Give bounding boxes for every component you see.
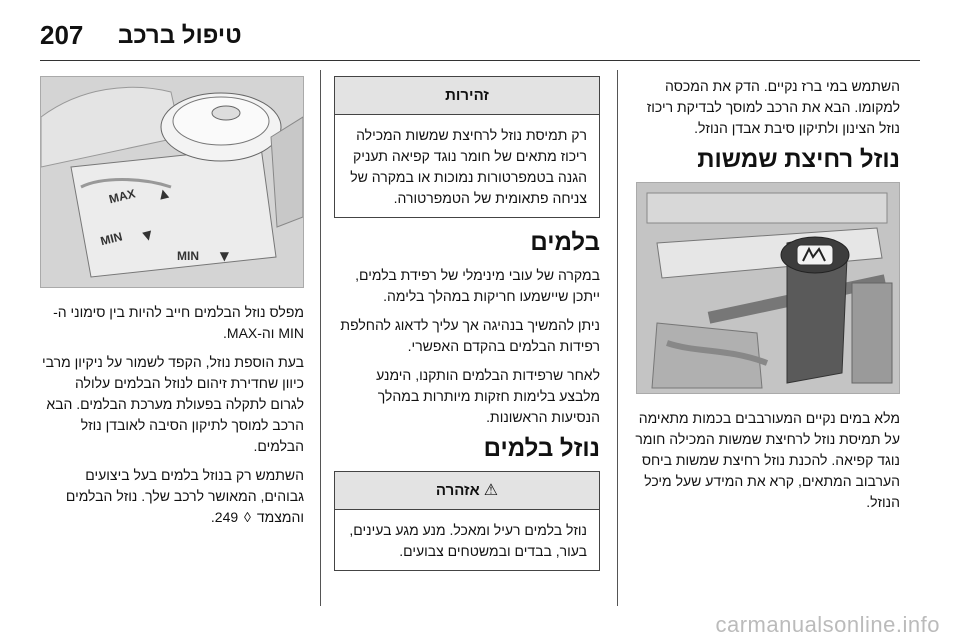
caution-box <box>334 471 600 571</box>
warning-title: זהירות <box>335 77 599 115</box>
caution-title: אזהרה <box>435 482 480 499</box>
page-header <box>40 10 920 58</box>
brake-fluid-spec-text <box>40 465 304 528</box>
column-divider-right <box>617 70 618 606</box>
brakes-paragraph-3: לאחר שרפידות הבלמים הותקנו, הימנע מלבצע בלימות חזקות מיותרות במהלך הנסיעות הראשונות. <box>376 367 600 425</box>
brake-reservoir-illustration <box>40 76 304 288</box>
brakes-paragraph-1: במקרה של עובי מינימלי של רפידת בלמים, ייתכן שיישמעו חריקות במהלך בלימה. <box>355 267 600 304</box>
warning-triangle-icon: ⚠ <box>483 482 499 499</box>
washer-fluid-text: מלא במים נקיים המעורבבים בכמות מתאימה על תמיסת נוזל לרחיצת שמשות המכילה חומר נוגד קפיאה. להכנת נוזל רחיצת שמשות ביחס הערבוב המתאים, קרא את המידע שעל מיכל הנוזל. <box>635 410 900 510</box>
washer-reservoir-drawing <box>637 183 899 393</box>
min-arrow-icon-left: ▼ <box>141 227 154 244</box>
column-right <box>625 76 900 521</box>
watermark: carmanualsonline.info <box>715 612 940 637</box>
min-label-left: MIN <box>98 229 124 249</box>
column-left <box>40 76 304 536</box>
page-number: 207 <box>40 20 84 50</box>
min-label-right: MIN <box>177 249 199 263</box>
brakes-heading: בלמים <box>530 229 600 256</box>
page-ref-number: 249. <box>210 509 239 525</box>
brake-fluid-spec-body: השתמש רק בנוזל בלמים בעל ביצועים גבוהים, המאושר לרכב שלך. נוזל הבלמים והמצמד <box>65 467 304 525</box>
caution-header <box>335 472 599 510</box>
brake-fluid-level-text: מפלס נוזל הבלמים חייב להיות בין סימוני ה-MIN וה-MAX. <box>53 304 304 341</box>
warning-box <box>334 76 600 218</box>
column-middle <box>334 76 600 585</box>
washer-fluid-heading: נוזל רחיצת שמשות <box>697 146 900 173</box>
warning-text: רק תמיסת נוזל לרחיצת שמשות המכילה ריכוז מתאים של חומר נוגד קפיאה תעניק הגנה בטמפרטורות נמוכות או במקרה של צניחה פתאומית של הטמפרטורה. <box>350 127 587 206</box>
brakes-paragraph-2: ניתן להמשיך בנהיגה אך עליך לדאוג להחלפת רפידות הבלמים בהקדם האפשרי. <box>340 317 600 354</box>
section-title: טיפול ברכב <box>118 22 242 49</box>
caution-text: נוזל בלמים רעיל ומאכל. מנע מגע בעינים, בעור, בבדים ובמשטחים צבועים. <box>349 522 587 559</box>
washer-reservoir-illustration <box>636 182 900 394</box>
brake-fluid-topup-text: בעת הוספת נוזל, הקפד לשמור על ניקיון מרבי כיוון שחדירת זיהום לנוזל הבלמים עלולה לגרום לתקלה בפעולת מערכת הבלמים. הבא הרכב למוסך לתיקון הסיבה לאובדן נוזל הבלמים. <box>42 354 304 454</box>
max-label: MAX <box>107 186 137 207</box>
column-divider-left <box>320 70 321 606</box>
min-arrow-icon-right: ▼ <box>219 249 229 263</box>
brake-fluid-heading: נוזל בלמים <box>483 435 600 462</box>
brake-reservoir-drawing <box>41 77 303 287</box>
page-ref-arrow-icon: ◊ <box>244 509 251 525</box>
max-arrow-icon: ▲ <box>157 185 170 202</box>
header-rule <box>40 60 920 61</box>
coolant-intro-text: השתמש במי ברז נקיים. הדק את המכסה למקומו. הבא את הרכב למוסך לבדיקת ריכוז נוזל הצינון ולתיקון סיבת אבדן הנוזל. <box>646 78 900 136</box>
